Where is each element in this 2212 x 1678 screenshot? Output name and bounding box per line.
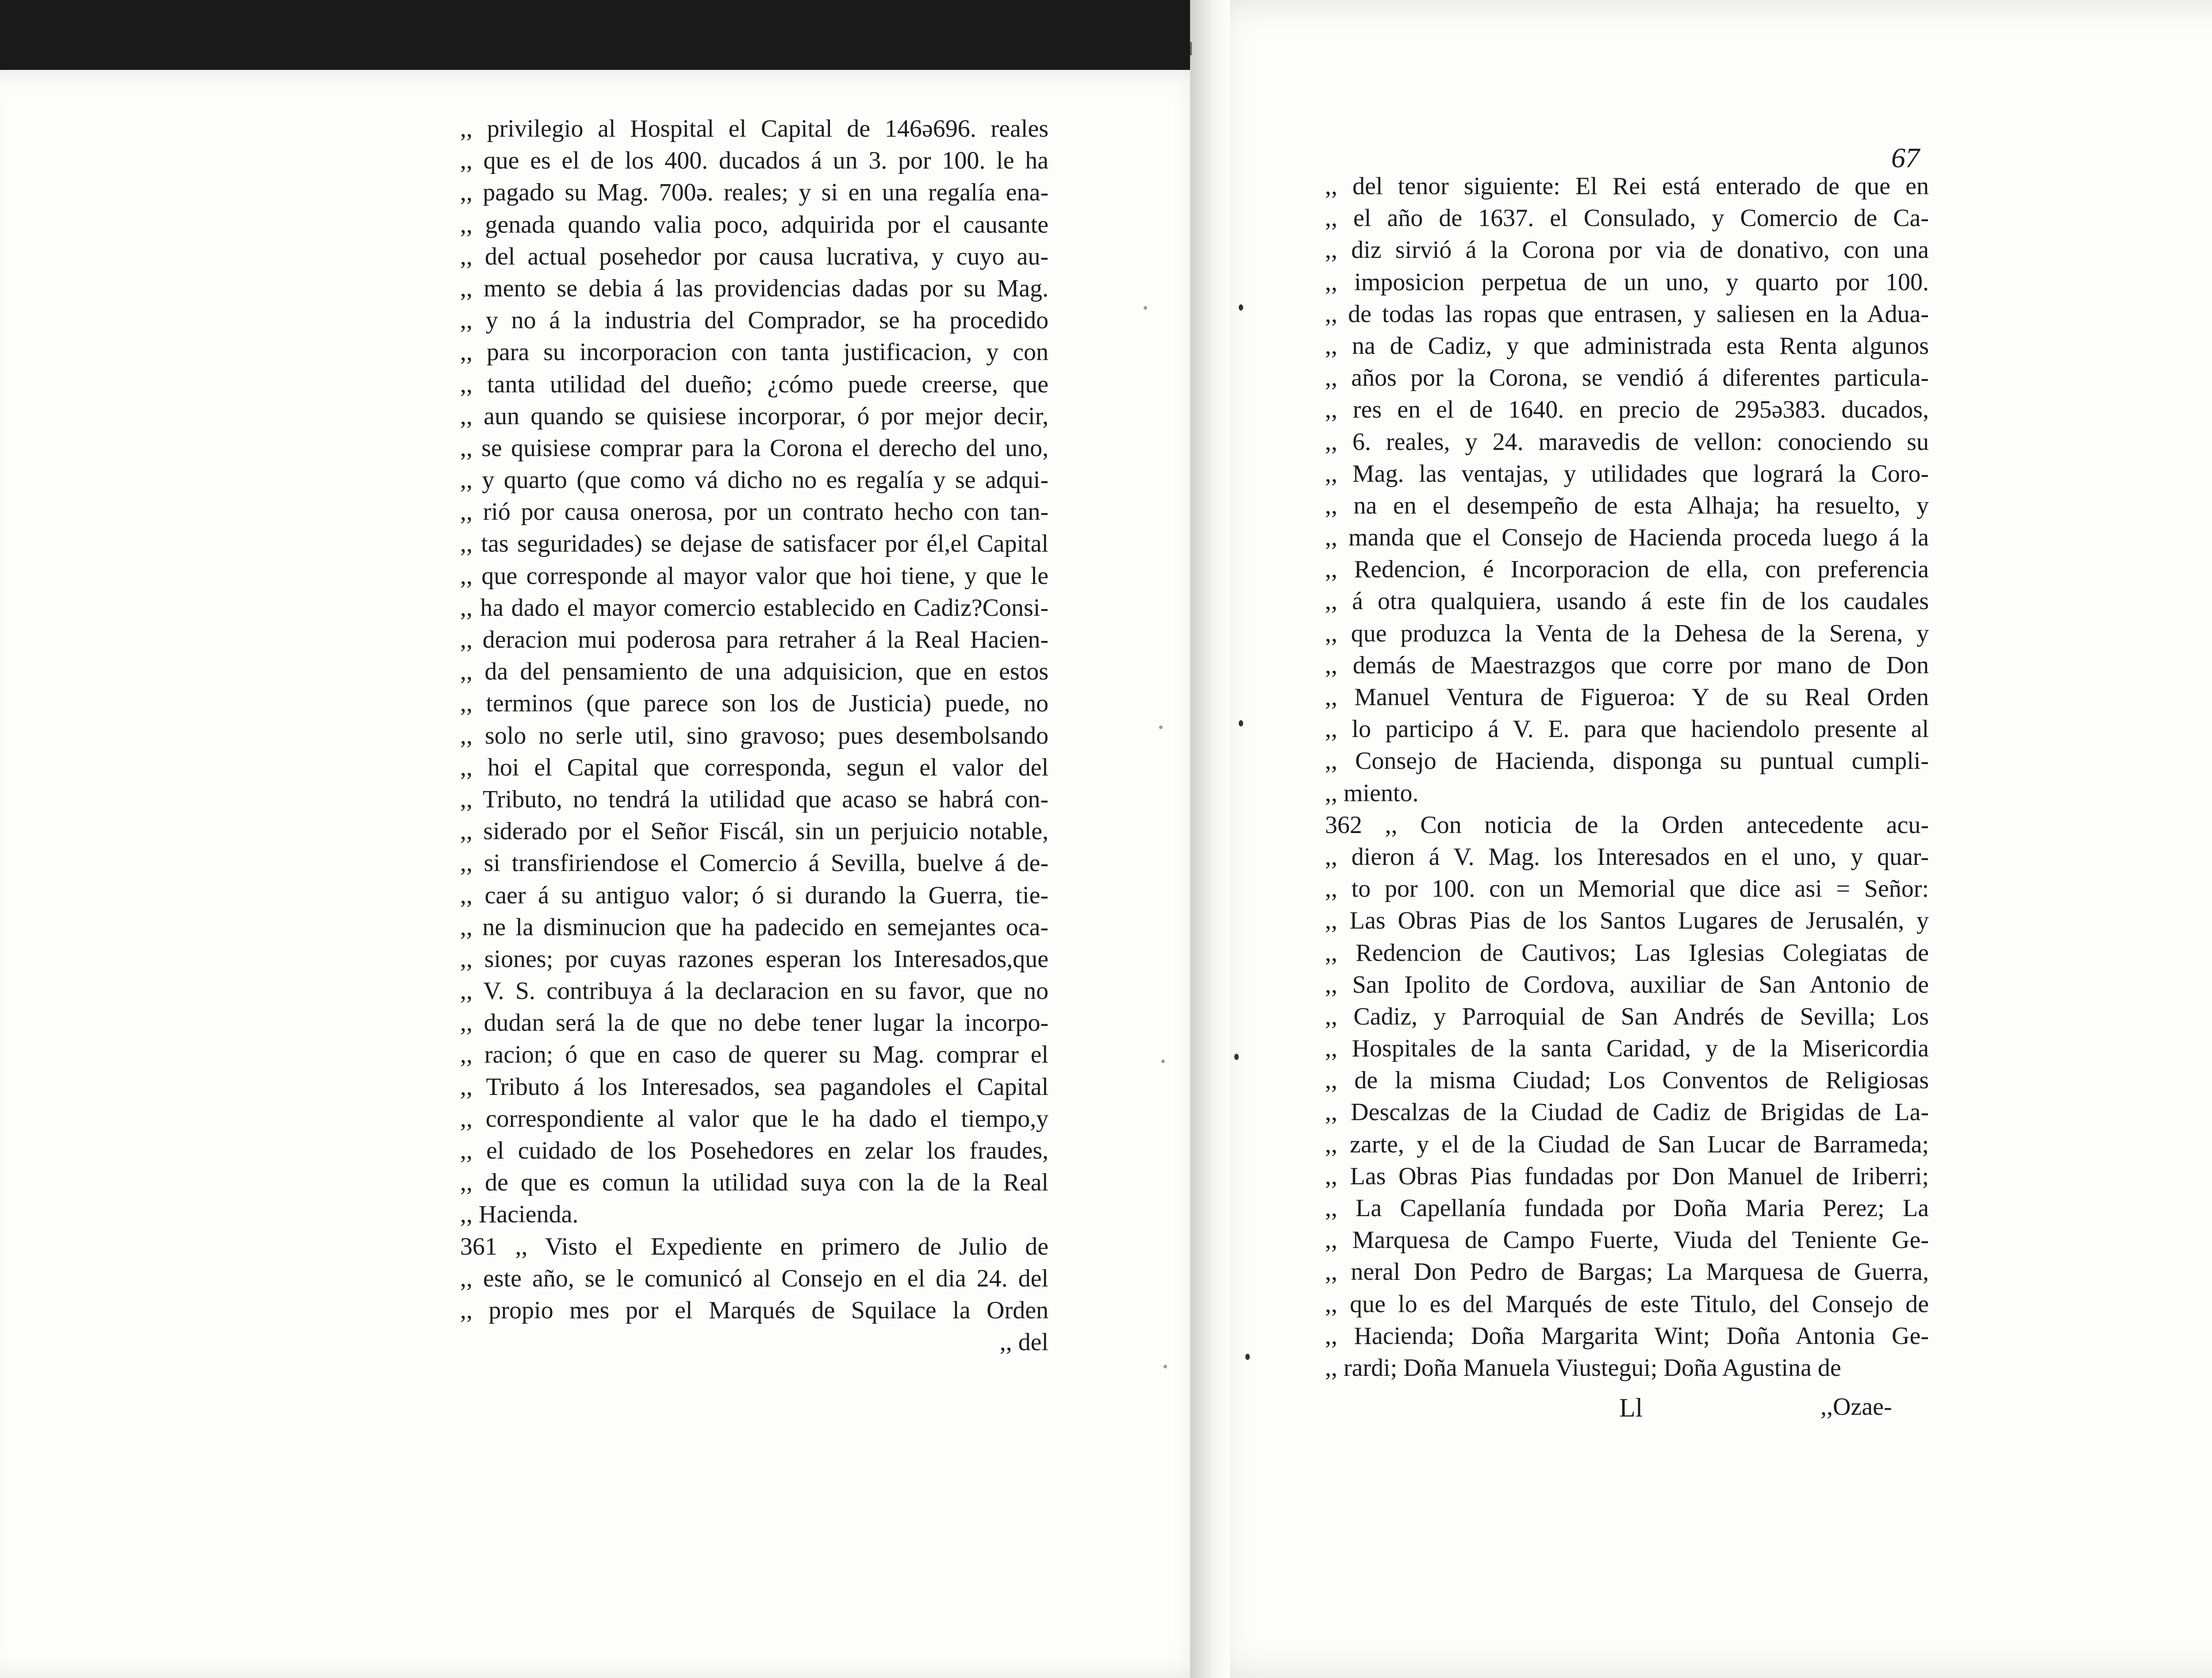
binding-hole [1239,720,1243,726]
right-page-text [1325,170,1929,1384]
text-line: ,, lo participo á V. E. para que haciendolo presente al [1325,715,1929,743]
text-line: ,, La Capellanía fundada por Doña Maria Perez; La [1325,1194,1929,1222]
paper-speck [1164,1365,1167,1368]
text-line: ,, dieron á V. Mag. los Interesados en el uno, y quar- [1325,843,1929,871]
text-line: ,, tanta utilidad del dueño; ¿cómo puede creerse, que [460,370,1048,398]
text-line: ,, de la misma Ciudad; Los Conventos de Religiosas [1325,1067,1929,1094]
text-line: ,, Tributo á los Interesados, sea pagandoles el Capital [460,1073,1048,1101]
text-line: ,, Marquesa de Campo Fuerte, Viuda del Teniente Ge- [1325,1226,1929,1254]
text-line: ,, V. S. contribuya á la declaracion en su favor, que no [460,977,1048,1005]
text-line: ,, na en el desempeño de esta Alhaja; ha resuelto, y [1325,491,1929,519]
text-line: ,, y quarto (que como vá dicho no es regalía y se adqui- [460,466,1048,494]
paper-speck [1144,306,1147,310]
text-line: ,, de todas las ropas que entrasen, y saliesen en la Adua- [1325,300,1929,328]
text-line: ,, res en el de 1640. en precio de 295ə383. ducados, [1325,396,1929,424]
text-line: ,, siderado por el Señor Fiscál, sin un perjuicio notable, [460,818,1048,845]
text-line: ,, correspondiente al valor que le ha dado el tiempo,y [460,1105,1048,1133]
paper-speck [1159,726,1163,729]
text-line: ,, to por 100. con un Memorial que dice asi = Señor: [1325,875,1929,903]
text-line: ,, pagado su Mag. 700ə. reales; y si en una regalía ena- [460,179,1048,207]
text-line: ,, miento. [1325,779,1419,807]
text-line: ,, na de Cadiz, y que administrada esta Renta algunos [1325,332,1929,360]
text-line: ,, Hospitales de la santa Caridad, y de la Misericordia [1325,1035,1929,1063]
text-line: 362 ,, Con noticia de la Orden antecedente acu- [1325,811,1929,839]
text-line: ,, el año de 1637. el Consulado, y Comercio de Ca- [1325,204,1929,232]
binding-hole [1234,1054,1239,1060]
text-line: ,, que produzca la Venta de la Dehesa de la Serena, y [1325,619,1929,647]
left-page-text [460,113,1048,1358]
text-line: ,, ha dado el mayor comercio establecido en Cadiz?Consi- [460,594,1048,622]
text-line: ,, caer á su antiguo valor; ó si durando la Guerra, tie- [460,881,1048,909]
text-line: ,, Las Obras Pias de los Santos Lugares de Jerusalén, y [1325,907,1929,935]
text-line: ,, del [999,1329,1048,1356]
book-gutter [1190,0,1230,1678]
text-line: ,, que corresponde al mayor valor que hoi tiene, y que le [460,562,1048,590]
text-line: ,, rió por causa onerosa, por un contrato hecho con tan- [460,498,1048,526]
text-line: ,, Mag. las ventajas, y utilidades que logrará la Coro- [1325,460,1929,488]
text-line: ,, para su incorporacion con tanta justificacion, y con [460,338,1048,366]
text-line: ,, tas seguridades) se dejase de satisfacer por él,el Capital [460,530,1048,558]
text-line: ,, Tributo, no tendrá la utilidad que acaso se habrá con- [460,785,1048,813]
paper-speck [1161,1060,1165,1063]
text-line: ,, si transfiriendose el Comercio á Sevilla, buelve á de- [460,849,1048,877]
text-line: ,, años por la Corona, se vendió á diferentes particula- [1325,364,1929,392]
text-line: ,, propio mes por el Marqués de Squilace la Orden [460,1296,1048,1324]
text-line: ,, á otra qualquiera, usando á este fin de los caudales [1325,587,1929,615]
text-line: ,, genada quando valia poco, adquirida por el causante [460,211,1048,238]
text-line: ,, deracion mui poderosa para retraher á la Real Hacien- [460,626,1048,653]
text-line: ,, imposicion perpetua de un uno, y quarto por 100. [1325,268,1929,296]
text-line: ,, da del pensamiento de una adquisicion, que en estos [460,658,1048,686]
text-line: ,, Las Obras Pias fundadas por Don Manuel de Iriberri; [1325,1162,1929,1190]
text-line: ,, neral Don Pedro de Bargas; La Marquesa de Guerra, [1325,1258,1929,1286]
text-line: ,, el cuidado de los Posehedores en zelar los fraudes, [460,1137,1048,1164]
text-line: ,, Hacienda; Doña Margarita Wint; Doña Antonia Ge- [1325,1322,1929,1350]
text-line: ,, rardi; Doña Manuela Viustegui; Doña Agustina de [1325,1354,1841,1382]
text-line: ,, privilegio al Hospital el Capital de 146ə696. reales [460,115,1048,142]
page-number: 67 [1891,142,1920,173]
text-line: ,, Cadiz, y Parroquial de San Andrés de Sevilla; Los [1325,1002,1929,1030]
text-line: ,, este año, se le comunicó al Consejo en el dia 24. del [460,1264,1048,1292]
text-line: ,, Redencion, é Incorporacion de ella, con preferencia [1325,556,1929,584]
text-line: ,, del tenor siguiente: El Rei está enterado de que en [1325,173,1929,200]
text-line: ,, del actual posehedor por causa lucrativa, y cuyo au- [460,242,1048,270]
text-line: ,, demás de Maestrazgos que corre por mano de Don [1325,651,1929,679]
text-line: ,, Hacienda. [460,1201,579,1229]
text-line: ,, 6. reales, y 24. maravedis de vellon: conociendo su [1325,428,1929,456]
text-line: 361 ,, Visto el Expediente en primero de Julio de [460,1233,1048,1260]
text-line: ,, Redencion de Cautivos; Las Iglesias Colegiatas de [1325,939,1929,967]
text-line: ,, mento se debia á las providencias dadas por su Mag. [460,274,1048,302]
text-line: ,, que lo es del Marqués de este Titulo, del Consejo de [1325,1290,1929,1318]
text-line: ,, racion; ó que en caso de querer su Mag. comprar el [460,1041,1048,1069]
text-line: ,, zarte, y el de la Ciudad de San Lucar de Barrameda; [1325,1130,1929,1158]
text-line: ,, Descalzas de la Ciudad de Cadiz de Brigidas de La- [1325,1098,1929,1126]
signature-mark: Ll [1619,1393,1643,1422]
gutter-mark [1190,42,1192,55]
text-line: ,, que es el de los 400. ducados á un 3. por 100. le ha [460,147,1048,175]
text-line: ,, Manuel Ventura de Figueroa: Y de su Real Orden [1325,683,1929,711]
text-line: ,, San Ipolito de Cordova, auxiliar de San Antonio de [1325,971,1929,998]
text-line: ,, diz sirvió á la Corona por via de donativo, con una [1325,236,1929,264]
catchword: ,,Ozae- [1820,1393,1892,1421]
text-line: ,, y no á la industria del Comprador, se ha procedido [460,307,1048,334]
text-line: ,, solo no serle util, sino gravoso; pues desembolsando [460,722,1048,749]
text-line: ,, de que es comun la utilidad suya con la de la Real [460,1169,1048,1197]
text-line: ,, dudan será la de que no debe tener lugar la incorpo- [460,1009,1048,1037]
text-line: ,, ne la disminucion que ha padecido en semejantes oca- [460,913,1048,941]
text-line: ,, siones; por cuyas razones esperan los Interesados,que [460,945,1048,973]
text-line: ,, se quisiese comprar para la Corona el derecho del uno, [460,434,1048,462]
binding-hole [1245,1354,1250,1360]
binding-hole [1239,304,1243,311]
text-line: ,, Consejo de Hacienda, disponga su puntual cumpli- [1325,747,1929,775]
text-line: ,, aun quando se quisiese incorporar, ó por mejor decir, [460,402,1048,430]
text-line: ,, hoi el Capital que corresponda, segun el valor del [460,753,1048,781]
text-line: ,, manda que el Consejo de Hacienda proceda luego á la [1325,524,1929,552]
text-line: ,, terminos (que parece son los de Justicia) puede, no [460,690,1048,718]
